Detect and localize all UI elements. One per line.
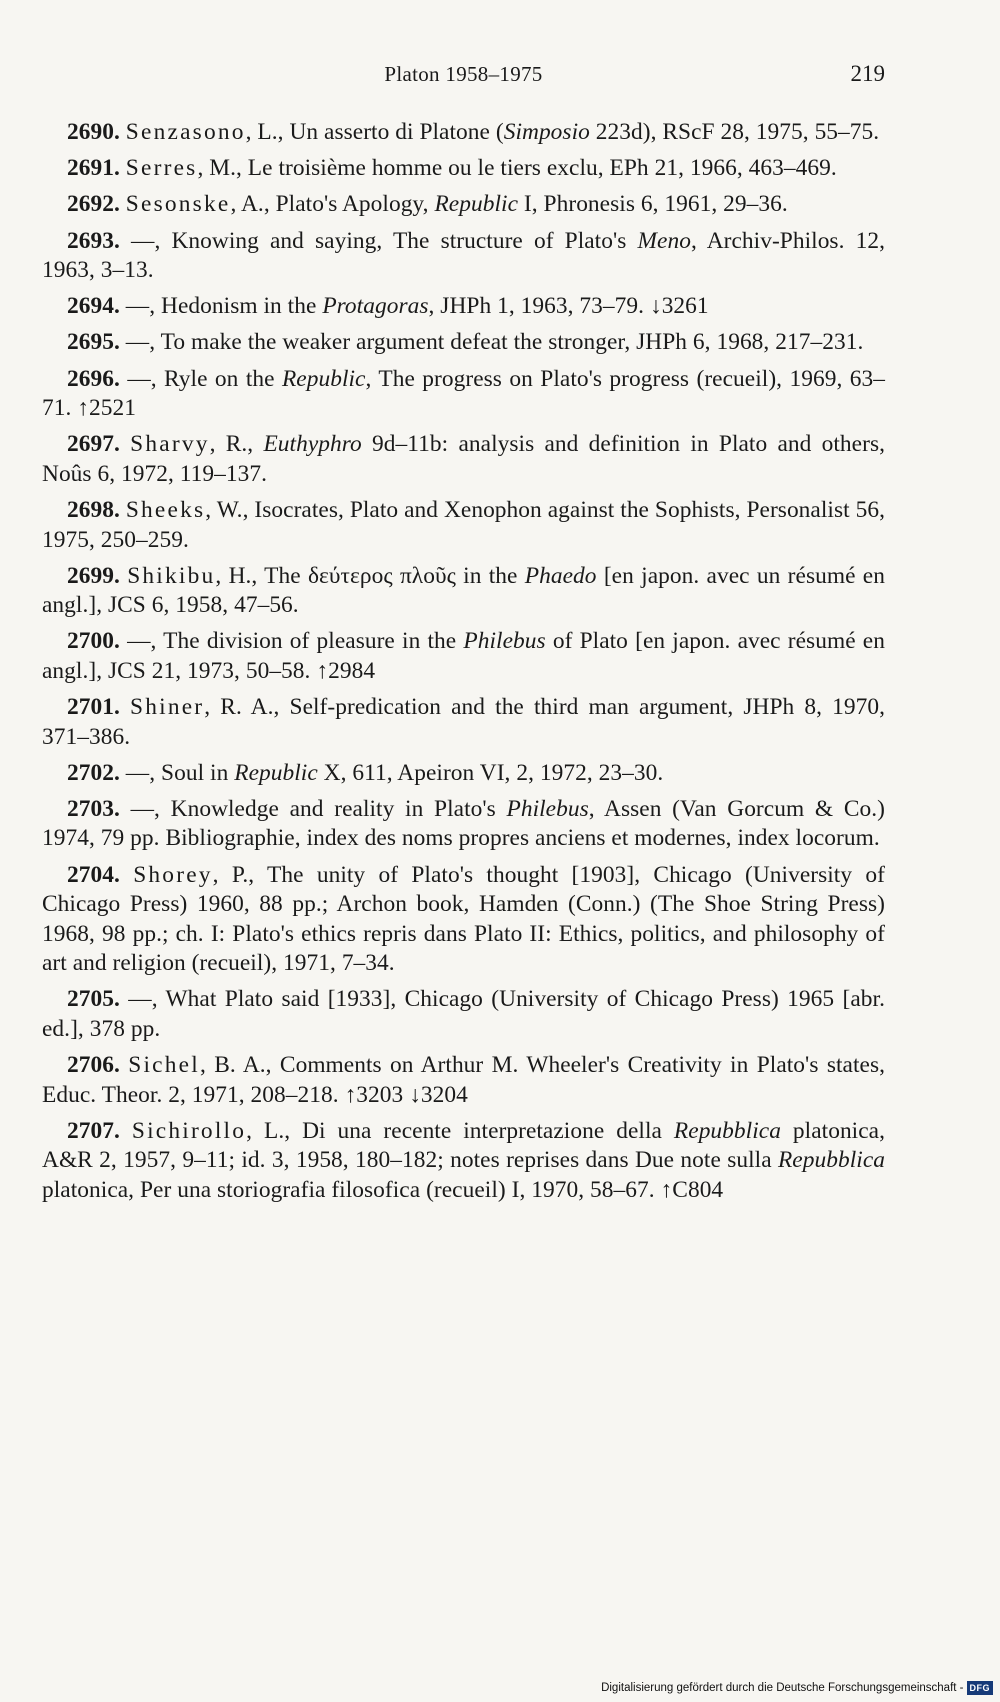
- entry-text: , The progress on Plato's progress (recueil), 1969, 63–71. ↑2521: [42, 365, 885, 422]
- bibliography-entry: [42, 430, 885, 489]
- entry-text: of Plato [en japon. avec résumé en angl.], JCS 21, 1973, 50–58. ↑2984: [42, 628, 885, 684]
- entry-text: —, To make the weaker argument defeat the stronger, JHPh 6, 1968, 217–231.: [125, 329, 864, 356]
- entry-number: 2704.: [67, 861, 120, 888]
- entry-number: 2695.: [67, 329, 120, 356]
- bibliography-entry: [42, 227, 885, 286]
- entry-text: platonica, A&R 2, 1957, 9–11; id. 3, 1958, 180–182; notes reprises dans Due note sulla: [42, 1117, 885, 1174]
- entry-text: , W., Isocrates, Plato and Xenophon against the Sophists, Personalist 56, 1975, 250–259.: [42, 497, 885, 553]
- bibliography-entry: [42, 759, 885, 789]
- entry-text: , H., The δεύτερος πλοῦς in the: [215, 562, 525, 589]
- entry-author: Sheeks: [125, 497, 206, 523]
- entry-text: , P., The unity of Plato's thought [1903], Chicago (University of Chicago Press) 1960, 88 pp.; Archon book, Hamden (Conn.) (The Shoe String Press) 1968, 98 pp.; ch. I: Plato's ethics repris dans Plato II: Ethics, politics, and philosophy of art and religion (recueil), 1971, 7–34.: [42, 861, 885, 977]
- running-title: Platon 1958–1975: [384, 62, 543, 86]
- digitization-footer: [601, 1678, 993, 1698]
- entry-text: , M., Le troisième homme ou le tiers exclu, EPh 21, 1966, 463–469.: [197, 155, 837, 182]
- bibliography-entry: [42, 190, 885, 220]
- bibliography-entry: [42, 627, 885, 686]
- entry-number: 2703.: [67, 795, 120, 822]
- bibliography-entry: [42, 985, 885, 1044]
- entry-title-italic: Philebus: [463, 628, 546, 655]
- entry-title-italic: Meno: [637, 227, 691, 254]
- bibliography-entries: [42, 118, 885, 1212]
- entry-author: Senzasono: [125, 119, 246, 145]
- entry-title-italic: Repubblica: [673, 1117, 781, 1144]
- bibliography-entry: [42, 861, 885, 979]
- entry-number: 2694.: [67, 293, 120, 320]
- bibliography-entry: [42, 118, 885, 148]
- entry-text: [en japon. avec un résumé en angl.], JCS 6, 1958, 47–56.: [42, 562, 885, 619]
- entry-text: —, Hedonism in the: [125, 293, 323, 320]
- entry-text: —, Knowing and saying, The structure of Plato's: [131, 227, 638, 254]
- entry-title-italic: Euthyphro: [263, 431, 362, 458]
- bibliography-entry: [42, 154, 885, 184]
- entry-text: —, The division of pleasure in the: [127, 628, 464, 655]
- entry-number: 2692.: [67, 191, 120, 218]
- bibliography-entry: [42, 496, 885, 555]
- entry-text: , Archiv-Philos. 12, 1963, 3–13.: [42, 227, 885, 284]
- entry-text: —, What Plato said [1933], Chicago (University of Chicago Press) 1965 [abr. ed.], 378 pp.: [42, 986, 885, 1042]
- running-head: [42, 62, 885, 92]
- entry-text: 9d–11b: analysis and definition in Plato and others, Noûs 6, 1972, 119–137.: [42, 431, 886, 487]
- entry-number: 2702.: [67, 759, 120, 786]
- bibliography-entry: [42, 693, 885, 752]
- entry-title-italic: Republic: [281, 365, 366, 392]
- entry-text: , R. A., Self-predication and the third man argument, JHPh 8, 1970, 371–386.: [42, 694, 886, 750]
- entry-number: 2701.: [67, 694, 120, 721]
- bibliography-entry: [42, 562, 885, 621]
- entry-text: 223d), RScF 28, 1975, 55–75.: [589, 119, 880, 145]
- entry-text: , A., Plato's Apology,: [230, 191, 435, 218]
- entry-text: , B. A., Comments on Arthur M. Wheeler's Creativity in Plato's states, Educ. Theor. 2, 1971, 208–218. ↑3203 ↓3204: [42, 1052, 885, 1108]
- entry-title-italic: Protagoras: [322, 293, 429, 320]
- entry-author: Shikibu: [127, 562, 216, 589]
- entry-number: 2707.: [67, 1117, 120, 1144]
- entry-author: Sichel: [128, 1052, 200, 1078]
- entry-number: 2705.: [67, 986, 120, 1013]
- entry-number: 2699.: [67, 562, 120, 589]
- entry-text: , L., Un asserto di Platone (: [245, 119, 504, 145]
- entry-text: , JHPh 1, 1963, 73–79. ↓3261: [428, 293, 709, 320]
- entry-title-italic: Philebus: [506, 795, 589, 822]
- entry-author: Serres: [125, 155, 198, 182]
- entry-author: Sichirollo: [131, 1117, 247, 1144]
- bibliography-entry: [42, 795, 885, 854]
- entry-title-italic: Repubblica: [777, 1147, 885, 1174]
- entry-text: , L., Di una recente interpretazione della: [246, 1117, 674, 1144]
- bibliography-entry: [42, 1117, 885, 1206]
- footer-text: Digitalisierung gefördert durch die Deutsche Forschungsgemeinschaft -: [601, 1682, 964, 1694]
- bibliography-entry: [42, 328, 885, 358]
- entry-text: , Assen (Van Gorcum & Co.) 1974, 79 pp. Bibliographie, index des noms propres anciens et modernes, index locorum.: [42, 795, 885, 852]
- dfg-logo: DFG: [967, 1681, 994, 1695]
- entry-number: 2706.: [67, 1052, 120, 1078]
- entry-text: X, 611, Apeiron VI, 2, 1972, 23–30.: [317, 759, 664, 786]
- entry-number: 2690.: [67, 119, 120, 145]
- entry-title-italic: Republic: [434, 191, 519, 218]
- entry-number: 2697.: [67, 431, 120, 458]
- entry-author: Sesonske: [125, 191, 231, 218]
- bibliography-entry: [42, 365, 885, 424]
- bibliography-entry: [42, 292, 885, 322]
- entry-author: Sharvy: [130, 431, 210, 458]
- bibliography-entry: [42, 1051, 885, 1110]
- entry-author: Shiner: [130, 694, 205, 721]
- entry-title-italic: Phaedo: [524, 562, 597, 589]
- page-number: 219: [850, 61, 885, 86]
- entry-number: 2700.: [67, 628, 120, 655]
- entry-number: 2691.: [67, 155, 120, 182]
- entry-number: 2696.: [67, 365, 120, 392]
- entry-author: Shorey: [133, 861, 213, 888]
- entry-text: I, Phronesis 6, 1961, 29–36.: [518, 191, 788, 218]
- entry-text: platonica, Per una storiografia filosofica (recueil) I, 1970, 58–67. ↑C804: [42, 1176, 724, 1203]
- entry-number: 2693.: [67, 227, 120, 254]
- entry-text: , R.,: [209, 431, 264, 458]
- entry-title-italic: Republic: [234, 759, 318, 786]
- entry-number: 2698.: [67, 497, 120, 523]
- entry-text: —, Knowledge and reality in Plato's: [130, 795, 507, 822]
- entry-text: —, Ryle on the: [127, 365, 282, 392]
- entry-text: —, Soul in: [125, 759, 235, 786]
- entry-title-italic: Simposio: [503, 119, 590, 145]
